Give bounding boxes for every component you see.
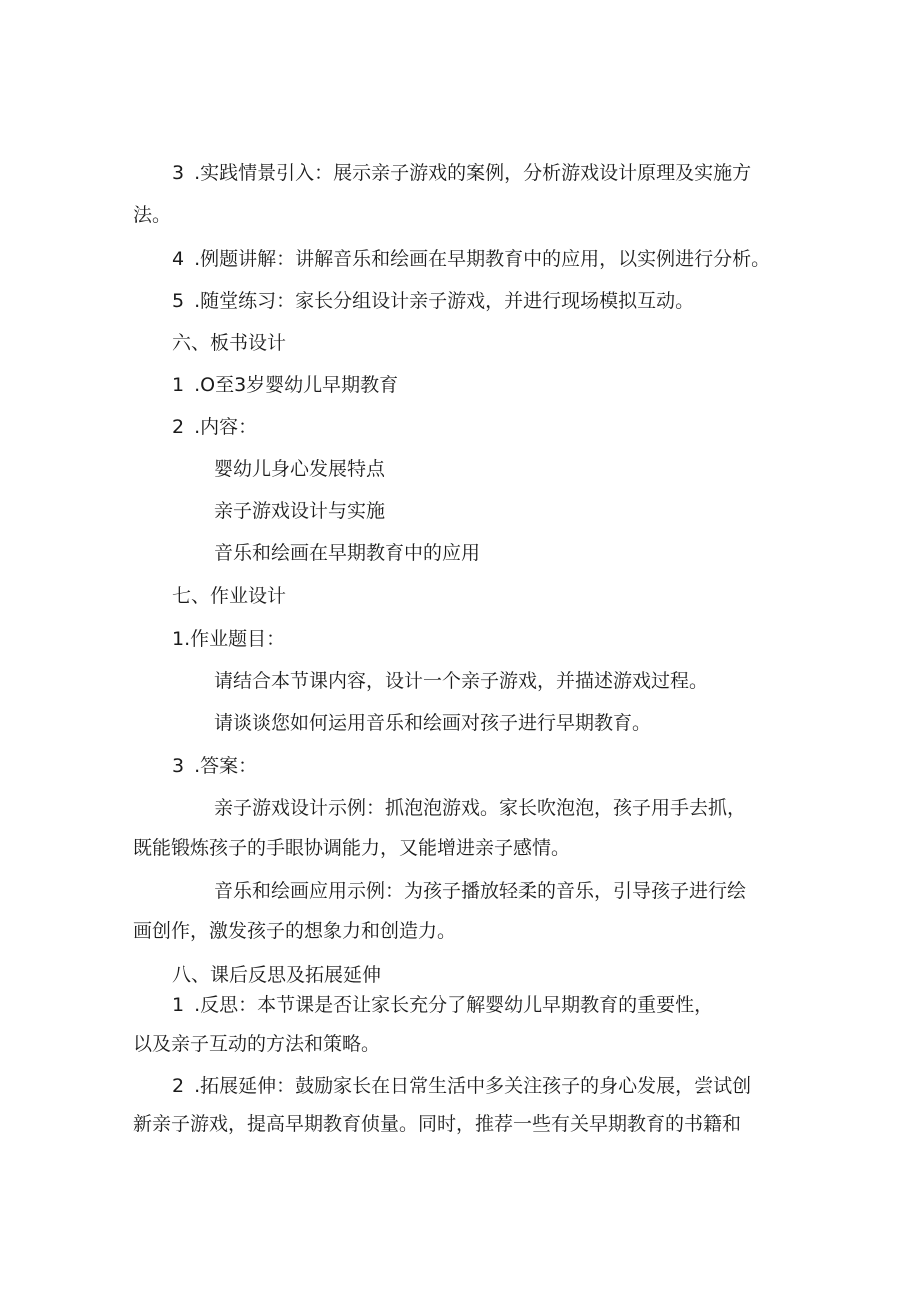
text-line: 1 .反思：本节课是否让家长充分了解婴幼儿早期教育的重要性， bbox=[172, 994, 714, 1016]
text-line: 婴幼儿身心发展特点 bbox=[214, 458, 386, 480]
text-line: 音乐和绘画在早期教育中的应用 bbox=[214, 542, 481, 564]
text-line: 5 .随堂练习：家长分组设计亲子游戏，并进行现场模拟互动。 bbox=[172, 290, 695, 312]
text-line: 3 .实践情景引入：展示亲子游戏的案例，分析游戏设计原理及实施方 bbox=[172, 162, 752, 184]
text-line: 亲子游戏设计示例：抓泡泡游戏。家长吹泡泡，孩子用手去抓， bbox=[214, 797, 747, 819]
section-heading: 六、板书设计 bbox=[172, 332, 287, 354]
text-line: 请结合本节课内容，设计一个亲子游戏，并描述游戏过程。 bbox=[214, 670, 709, 692]
text-line: 音乐和绘画应用示例：为孩子播放轻柔的音乐，引导孩子进行绘 bbox=[214, 880, 747, 902]
section-heading: 七、作业设计 bbox=[172, 585, 287, 607]
text-line: 新亲子游戏，提高早期教育侦量。同时，推荐一些有关早期教育的书籍和 bbox=[133, 1113, 742, 1135]
text-line: 亲子游戏设计与实施 bbox=[214, 500, 386, 522]
text-line: 2 .拓展延伸：鼓励家长在日常生活中多关注孩子的身心发展，尝试创 bbox=[172, 1075, 752, 1097]
text-line: 以及亲子互动的方法和策略。 bbox=[133, 1033, 381, 1055]
text-line: 画创作，激发孩子的想象力和创造力。 bbox=[133, 920, 457, 942]
text-line: 法。 bbox=[133, 204, 172, 226]
text-line: 既能锻炼孩子的手眼协调能力，又能增进亲子感情。 bbox=[133, 837, 571, 859]
text-line: 请谈谈您如何运用音乐和绘画对孩子进行早期教育。 bbox=[214, 712, 652, 734]
text-line: 4 .例题讲解：讲解音乐和绘画在早期教育中的应用，以实例进行分析。 bbox=[172, 248, 771, 270]
section-heading: 八、课后反思及拓展延伸 bbox=[172, 964, 382, 986]
text-line: 2 .内容： bbox=[172, 416, 258, 438]
text-line: 3 .答案： bbox=[172, 755, 258, 777]
text-line: 1.作业题目： bbox=[172, 628, 286, 650]
text-line: 1 .O至3岁婴幼儿早期教育 bbox=[172, 374, 399, 396]
